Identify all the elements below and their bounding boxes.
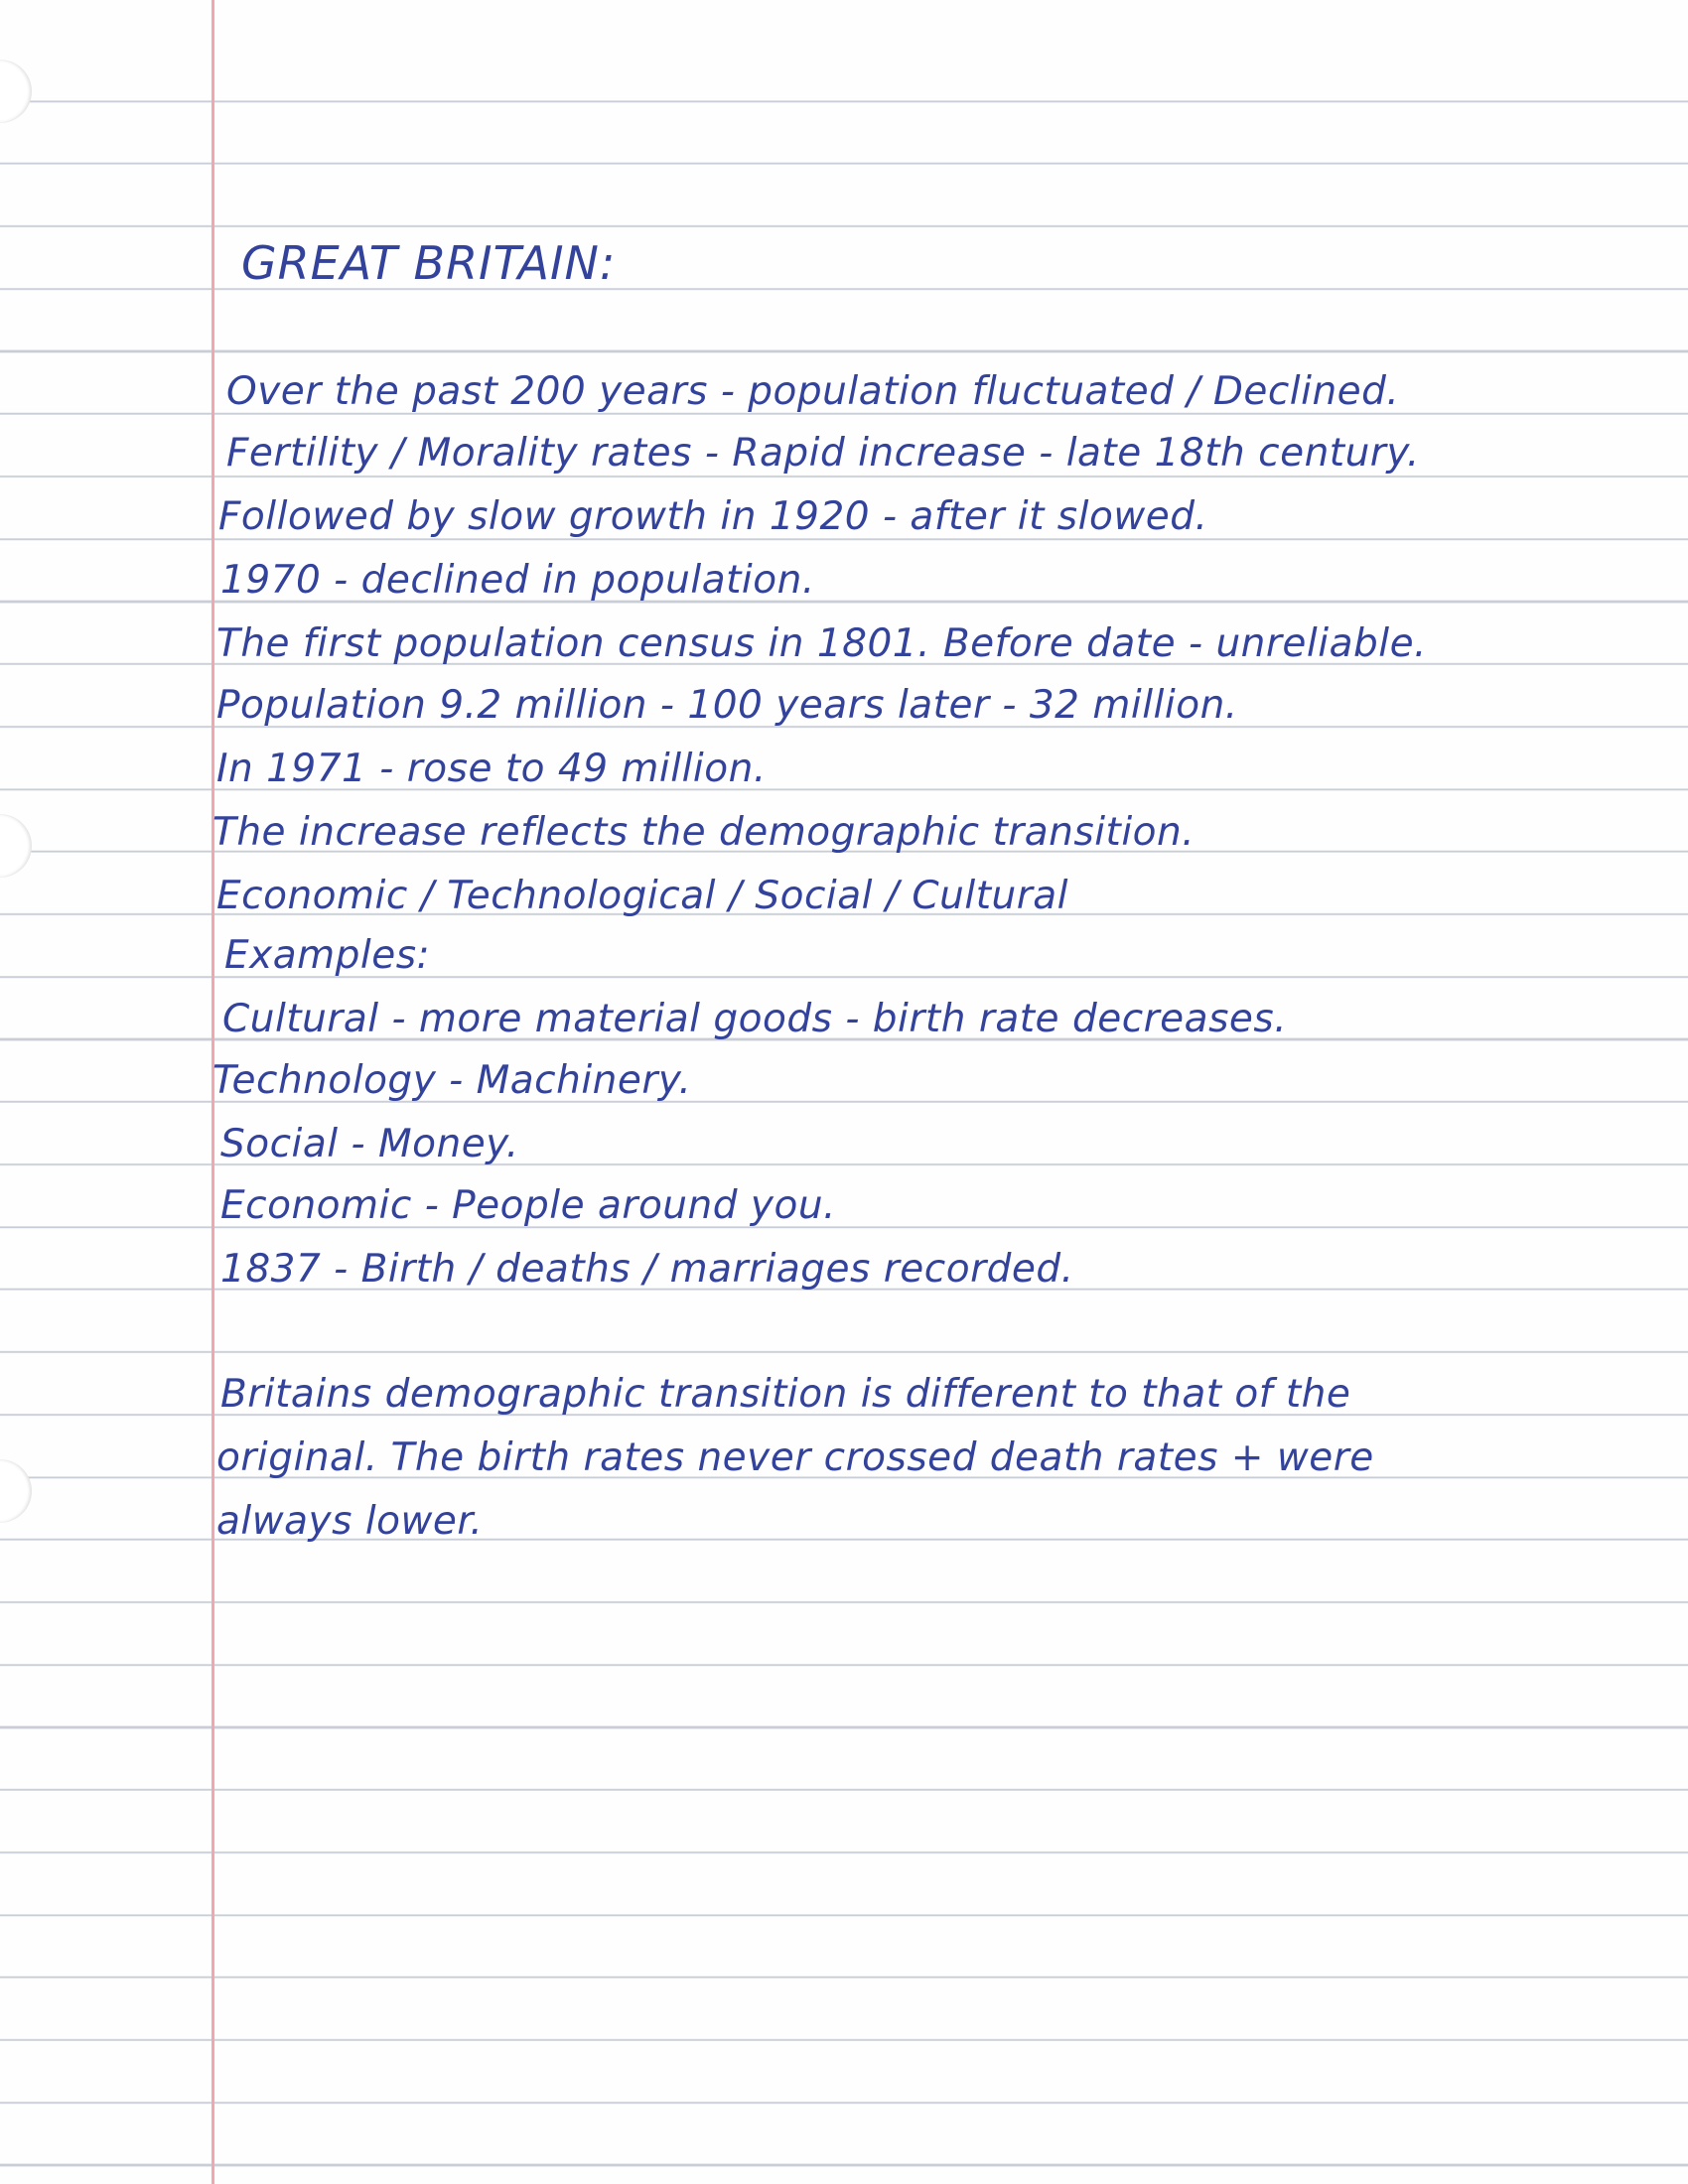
note-line: In 1971 - rose to 49 million. (216, 747, 767, 791)
note-title: GREAT BRITAIN: (241, 236, 617, 290)
paragraph-line: original. The birth rates never crossed death rates + were (216, 1435, 1374, 1480)
note-line: Social - Money. (220, 1122, 519, 1166)
note-line: The increase reflects the demographic transition. (212, 810, 1196, 855)
note-line: Economic - People around you. (220, 1183, 836, 1228)
note-line: Fertility / Morality rates - Rapid increase - late 18th century. (226, 431, 1420, 476)
note-line: Cultural - more material goods - birth rate decreases. (222, 997, 1288, 1041)
note-line: Technology - Machinery. (212, 1058, 692, 1103)
note-line: Followed by slow growth in 1920 - after it slowed. (218, 494, 1208, 539)
note-line: Examples: (224, 933, 431, 978)
note-line: 1970 - declined in population. (220, 558, 815, 603)
note-line: Population 9.2 million - 100 years later - 32 million. (216, 683, 1238, 728)
paragraph-line: always lower. (216, 1499, 484, 1544)
note-line: 1837 - Birth / deaths / marriages recorded. (220, 1247, 1074, 1292)
paragraph-line: Britains demographic transition is different to that of the (220, 1372, 1351, 1417)
note-line: Over the past 200 years - population fluctuated / Declined. (226, 369, 1400, 414)
note-line: Economic / Technological / Social / Cultural (216, 874, 1068, 918)
note-line: The first population census in 1801. Before date - unreliable. (216, 621, 1427, 666)
